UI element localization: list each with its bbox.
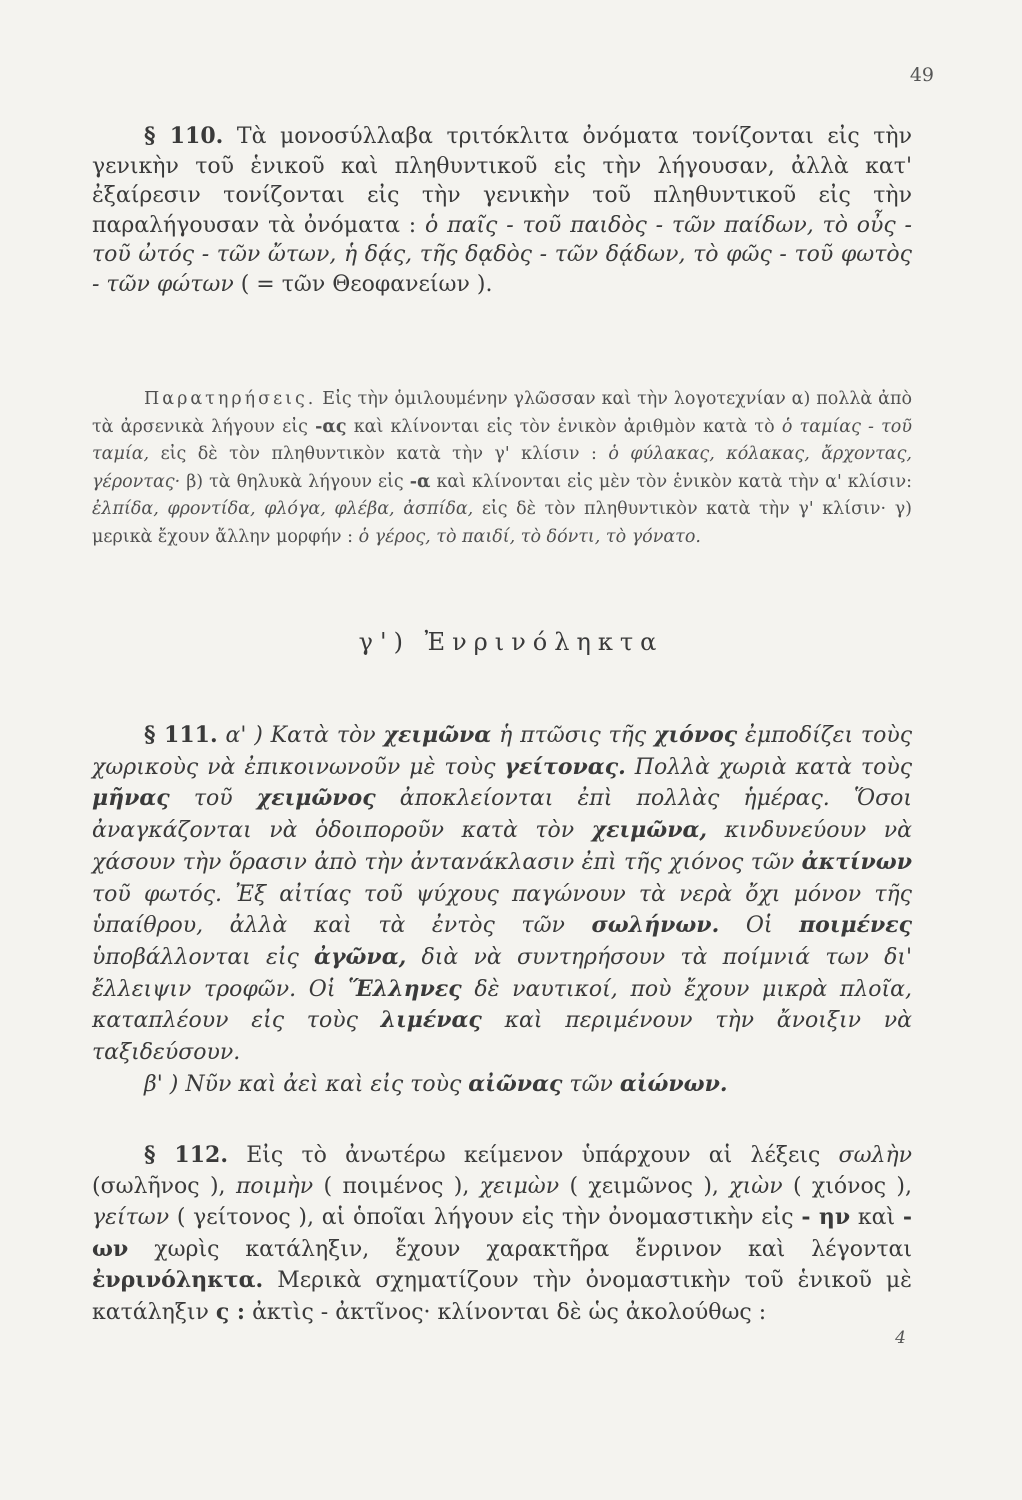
text-segment: (σωλῆνος ), [92,1173,226,1199]
keyword: μῆνας [92,785,170,812]
observations-text-4: β) τὰ θηλυκὰ λήγουν εἰς [186,471,404,492]
ending-en: - ην [801,1204,851,1231]
observations-label: Παρατηρήσεις. [144,389,317,409]
signature-number: 4 [895,1328,906,1348]
text-segment: διὰ νὰ συντηρήσουν τὰ ποίμνιά των δι' ἔλλειψιν τροφῶν. Οἱ [92,944,913,1002]
keyword: σωλήνων. [591,912,720,939]
text-segment: καὶ [857,1205,896,1231]
ending-as: -ας [315,416,347,437]
ending-on: - ων [92,1204,912,1262]
example-word: ποιμὴν [235,1173,314,1199]
text-segment: Εἰς τὸ ἀνωτέρω κείμενον ὑπάρχουν αἱ λέξεις [246,1143,821,1168]
section-heading: γ') Ἐνρινόληκτα [358,628,664,656]
ending-s: ς : [215,1298,246,1325]
text-segment: τοῦ [193,786,233,812]
text-segment: Οἱ [745,913,773,939]
text-segment: ( γείτονος ), αἱ ὁποῖαι λήγουν εἰς τὴν ὀνομαστικὴν εἰς [176,1205,794,1231]
keyword: ἀκτίνων [801,848,912,875]
example-word: γείτων [92,1205,170,1231]
example-geros: ὁ γέρος, τὸ παιδί, τὸ δόντι, τὸ γόνατο. [358,526,701,547]
text-segment: χωρὶς κατάληξιν, ἔχουν χαρακτῆρα ἔνρινον καὶ λέγονται [154,1236,912,1262]
example-fylakas: ὁ φύλακας, κόλακας, ἄρχοντας, γέροντας· [92,444,912,492]
section-111 [92,720,912,1100]
text-segment: καὶ περιμένουν τὴν ἄνοιξιν νὰ ταξιδεύσουν. [92,1008,912,1066]
text-segment: δὲ ναυτικοί, ποὺ ἔχουν μικρὰ πλοῖα, καταπλέουν εἰς τοὺς [92,976,912,1034]
section-111-number: § 111. [144,722,218,748]
example-word: σωλὴν [838,1143,913,1168]
section-110-text: Τὰ μονοσύλλαβα τριτόκλιτα ὀνόματα τονίζονται εἰς τὴν γενικὴν τοῦ ἑνικοῦ καὶ πληθυντικοῦ εἰς τὴν λήγουσαν, ἀλλὰ κατ' ἐξαίρεσιν τονίζονται εἰς τὴν γενικὴν τοῦ πληθυντικοῦ εἰς τὴν παραλήγουσαν τὰ ὀνόματα : [92,124,912,238]
example-word: χιὼν [729,1173,783,1199]
keyword: γείτονας. [504,753,626,780]
section-110-gloss: ( = τῶν Θεοφανείων ). [240,271,493,297]
section-112-number: § 112. [144,1142,228,1168]
observations-text-5: καὶ κλίνονται εἰς μὲν τὸν ἑνικὸν κατὰ τὴν α' κλίσιν: [436,471,912,492]
page-number: 49 [909,64,934,86]
section-110-number: § 110. [144,123,224,149]
text-segment: Νῦν καὶ ἀεὶ καὶ εἰς τοὺς [185,1071,462,1097]
text-segment: ἀκτὶς - ἀκτῖνος· κλίνονται δὲ ὡς ἀκολούθως : [252,1299,767,1325]
part-a-label: α' ) [225,723,263,748]
term-enrinolikta: ἐνρινόληκτα. [92,1267,264,1294]
keyword: λιμένας [380,1007,482,1034]
keyword: χειμῶνα [383,722,492,748]
text-segment: ( χιόνος ), [792,1173,912,1199]
text-segment: Μερικὰ σχηματίζουν τὴν ὀνομαστικὴν τοῦ ἑνικοῦ μὲ κατάληξιν [92,1268,912,1325]
observations-text-2: καὶ κλίνονται εἰς τὸν ἑνικὸν ἀριθμὸν κατὰ τὸ [353,416,775,437]
part-b-label: β' ) [144,1071,179,1097]
keyword: ποιμένες [799,912,912,939]
text-segment: ὑποβάλλονται εἰς [92,944,299,970]
ending-a: -α [409,471,431,492]
example-elpida: ἐλπίδα, φροντίδα, φλόγα, φλέβα, ἀσπίδα, [92,499,474,519]
keyword: Ἕλληνες [348,975,462,1002]
text-segment: ( ποιμένος ), [323,1173,470,1199]
observations-text-6: εἰς δὲ τὸν πληθυντικὸν κατὰ τὴν γ' κλίσιν· γ) μερικὰ ἔχουν ἄλλην μορφήν : [92,499,912,547]
section-110-examples: ὁ παῖς - τοῦ παιδὸς - τῶν παίδων, τὸ οὖς - τοῦ ὠτός - τῶν ὤτων, ἡ δᾴς, τῆς δᾳδὸς - τῶν δᾴδων, τὸ φῶς - τοῦ φωτὸς - τῶν φώτων [92,212,912,297]
keyword: χειμῶνα, [591,817,708,844]
text-segment: Κατὰ τὸν [270,723,376,748]
text-segment: ἀποκλείονται ἐπὶ πολλὰς ἡμέρας. Ὅσοι ἀναγκάζονται νὰ ὁδοιποροῦν κατὰ τὸν [92,786,912,844]
observations-block [92,386,912,551]
example-word: χειμὼν [479,1173,560,1199]
keyword: αἰώνων. [619,1070,728,1097]
section-112 [92,1140,912,1329]
text-segment: τῶν [569,1071,613,1097]
example-tamias: ὁ ταμίας - τοῦ ταμία, [92,416,912,464]
observations-text-3: εἰς δὲ τὸν πληθυντικὸν κατὰ τὴν γ' κλίσιν : [160,444,597,464]
text-segment: Πολλὰ χωριὰ κατὰ τοὺς [634,754,913,780]
keyword: ἀγῶνα, [314,943,407,970]
text-segment: τοῦ φωτός. Ἐξ αἰτίας τοῦ ψύχους παγώνουν τὰ νερὰ ὄχι μόνον τῆς ὑπαίθρου, ἀλλὰ καὶ τὰ ἐντὸς τῶν [92,881,912,939]
observations-text-1: Εἰς τὴν ὁμιλουμένην γλῶσσαν καὶ τὴν λογοτεχνίαν α) πολλὰ ἀπὸ τὰ ἀρσενικὰ λήγουν εἰς [92,389,912,437]
text-segment: κινδυνεύουν νὰ χάσουν τὴν ὅρασιν ἀπὸ τὴν ἀντανάκλασιν ἐπὶ τῆς χιόνος τῶν [92,818,912,875]
keyword: χιόνος [654,722,738,748]
keyword: χειμῶνος [256,785,376,812]
text-segment: ἡ πτῶσις τῆς [499,723,647,748]
keyword: αἰῶνας [468,1070,563,1097]
text-segment: ( χειμῶνος ), [569,1173,719,1199]
section-110 [92,122,912,300]
text-segment: ἐμποδίζει τοὺς χωρικοὺς νὰ ἐπικοινωνοῦν μὲ τοὺς [92,723,913,780]
